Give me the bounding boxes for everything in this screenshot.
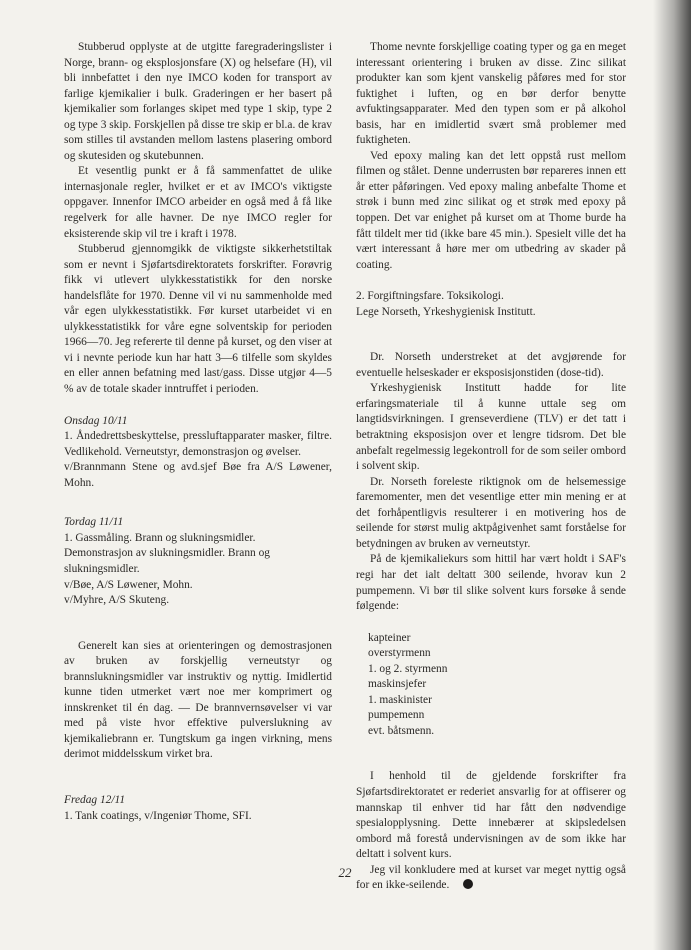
day-heading: Fredag 12/11 bbox=[64, 793, 126, 806]
paragraph: Thome nevnte forskjellige coating typer og ga en meget interessant orientering i bruken av disse. Zinc silikat produkter kan som kjent vanskelig påføres med for stor fuktighet i luften, og en bør derfor benytte avfuktingsapparater. Med den typen som er på alkohol basis, har en imidlertid svært små problemer med fuktigheten. bbox=[356, 41, 626, 147]
page-edge-shadow bbox=[653, 0, 691, 950]
paragraph: Et vesentlig punkt er å få sammenfattet de ulike internasjonale regler, hvilket er et av IMCO's viktigste oppgaver. Innenfor IMCO arbeider en også med å få like regelverk for alle havner. De nye IMCO regler for eksisterende skip vil tre i kraft i 1978. bbox=[64, 165, 332, 240]
list-item: overstyrmenn bbox=[368, 647, 431, 660]
page-number: 22 bbox=[338, 865, 352, 880]
list-item: maskinsjefer bbox=[368, 678, 427, 691]
paragraph: Generelt kan sies at orienteringen og demostrasjonen av bruken av forskjellig verneutstyr og brannslukningsmidler var instruktiv og nyttig. Imidlertid kunne tiden utmerket vært noe mer komprimert og innskrenket til én dag. — De brannvernsøvelser vi var med på viste hvor effektive pulverslukning av kjemikaliebrann er. Tungtskum ga ingen virkning, mens derimot middelsskum virket bra. bbox=[64, 639, 332, 761]
paragraph: Dr. Norseth foreleste riktignok om de helsemessige faremomenter, men det vesentlige etter min mening er at det forhåpentligvis resulterer i en motivering hos de seilende for størst mulig aktpågivenhet samt forståelse for betydningen av bruken av verneutstyr. bbox=[356, 475, 626, 550]
paragraph-final bbox=[356, 863, 626, 894]
paragraph: Dr. Norseth understreket at det avgjørende for eventuelle helseskader er eksposisjonstiden (dose-tid). bbox=[356, 351, 626, 379]
paragraph: Stubberud opplyste at de utgitte faregraderingslister i Norge, brann- og eksplosjonsfare (X) og helsefare (H), vil bli innbefattet i den nye IMCO koden for transport av farlige kjemikalier i bulk. Graderingen er her basert på kjemikalier som forlanges skipet med type 1 skip, type 2 og type 3 skip. Forskjellen på disse tre skip er bl.a. de krav som stilles til avstanden mellom lastens plasering ombord og skutesiden og skutebunnen. bbox=[64, 41, 332, 162]
paragraph: I henhold til de gjeldende forskrifter fra Sjøfartsdirektoratet er rederiet ansvarlig for at offiserer og mannskap til enhver tid har fått den nødvendige spesialopplysning. Dette innebærer at skipsledelsen ombord må forestå undervisningen av de som ikke har deltatt i solvent kurs. bbox=[356, 770, 626, 861]
day-heading: Onsdag 10/11 bbox=[64, 414, 128, 427]
list-item: 1. maskinister bbox=[368, 693, 432, 706]
final-text: Jeg vil konkludere med at kurset var meget nyttig også for en ikke-seilende. bbox=[356, 863, 626, 892]
agenda-item: 1. Gassmåling. Brann og slukningsmidler. bbox=[64, 531, 256, 544]
list-item: pumpemenn bbox=[368, 709, 425, 722]
agenda-item: Demonstrasjon av slukningsmidler. Brann og slukningsmidler. bbox=[64, 547, 270, 575]
list-item: evt. båtsmenn. bbox=[368, 724, 435, 737]
section-lecturer: Lege Norseth, Yrkeshygienisk Institutt. bbox=[356, 305, 536, 318]
paragraph: Yrkeshygienisk Institutt hadde for lite erfaringsmateriale til å kunne uttale seg om langtidsvirkningen. I grenseverdiene (TLV) er det tatt i betraktning eksposisjon over et lengre tidsrom. Det ble anbefalt regelmessig legekontroll for de som seiler ombord i solvent skip. bbox=[356, 382, 626, 473]
agenda-item: 1. Tank coatings, v/Ingeniør Thome, SFI. bbox=[64, 809, 252, 822]
left-column bbox=[64, 40, 332, 824]
day-heading: Tordag 11/11 bbox=[64, 516, 124, 529]
agenda-item: 1. Åndedrettsbeskyttelse, pressluftapparater masker, filtre. Vedlikehold. Verneutstyr, demonstrasjon og øvelser. bbox=[64, 430, 332, 458]
list-item: kapteiner bbox=[368, 631, 411, 644]
section-heading: 2. Forgiftningsfare. Toksikologi. bbox=[356, 290, 504, 303]
paragraph: På de kjemikaliekurs som hittil har vært holdt i SAF's regi har det ialt deltatt 300 seilende, hvorav kun 2 pumpemenn. Vi bør til slike solvent kurs forsøke å sende følgende: bbox=[356, 553, 626, 613]
agenda-speakers: v/Brannmann Stene og avd.sjef Bøe fra A/S Løwener, Mohn. bbox=[64, 461, 332, 489]
list-item: 1. og 2. styrmenn bbox=[368, 662, 448, 675]
agenda-speaker: v/Myhre, A/S Skuteng. bbox=[64, 594, 170, 607]
right-column bbox=[356, 40, 626, 894]
end-mark-icon bbox=[463, 879, 473, 889]
personnel-list bbox=[356, 631, 626, 740]
agenda-speaker: v/Bøe, A/S Løwener, Mohn. bbox=[64, 578, 193, 591]
paragraph: Stubberud gjennomgikk de viktigste sikkerhetstiltak som er nevnt i Sjøfartsdirektoratets forskrifter. Forøvrig fikk vi utlevert ulykkesstatistikk for den norske handelsflåte for 1970. Denne vil vi nu sammenholde med vår egen ulykkesstatistikk. Før kurset utarbeidet vi en ulykkesstatistikk for våre egne solventskip for perioden 1966—70. Jeg refererte til denne på kurset, og den viser at vi i nevnte periode kun har hatt 3—6 tilfelle som skyldes en eller annen befatning med last/gass. Disse utgjør 4—5 % av de totale skader inntruffet i perioden. bbox=[64, 243, 332, 396]
paragraph: Ved epoxy maling kan det lett oppstå rust mellom filmen og stålet. Denne underrusten bør repareres innen ett år etter påføringen. Ved epoxy maling anbefalte Thome et strøk i bunn med zinc silikat og et strøk med epoxy på toppen. Det var enighet på kurset om at Thome burde ha fått tildelt mer tid (ikke bare 45 min.). Spesielt ville det ha vært interessant å høre mer om utbedring av skader på coating. bbox=[356, 149, 626, 271]
